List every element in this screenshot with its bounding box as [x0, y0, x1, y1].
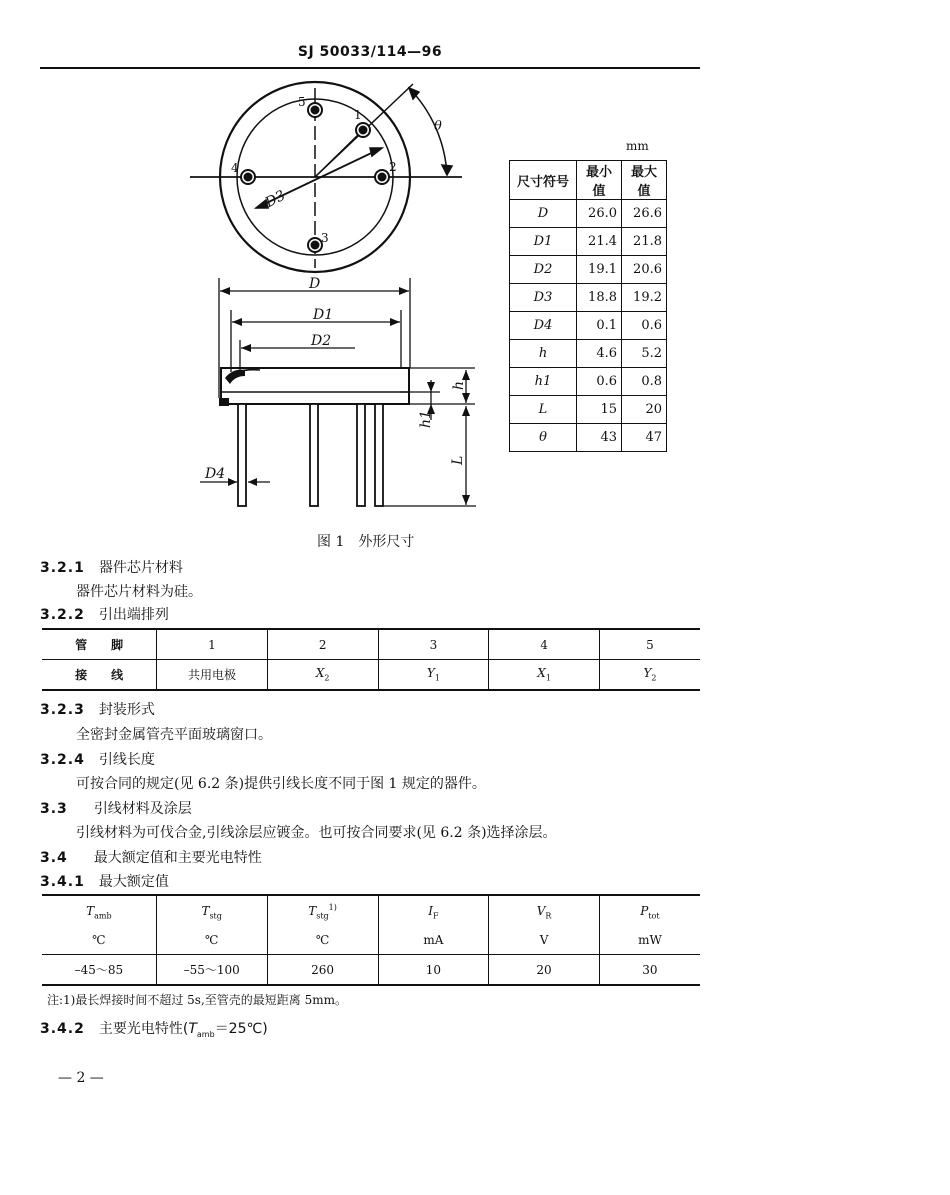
table-row: $T_{amb}$ $T_{stg}$ $T_{stg}^{1)}$ $I_F$ $V_R$ $P_{tot}$	[42, 895, 700, 926]
section-3-4-heading: 3.4 最大额定值和主要光电特性	[40, 850, 262, 866]
section-3-3-body: 引线材料为可伐合金,引线涂层应镀金。也可按合同要求(见 6.2 条)选择涂层。	[76, 825, 557, 841]
table-row: D2 19.1 20.6	[510, 256, 667, 284]
dim-label-h: h	[451, 380, 467, 390]
section-3-2-3-body: 全密封金属管壳平面玻璃窗口。	[76, 727, 272, 743]
pin-assignment-table	[42, 628, 700, 691]
pin-label-3: 3	[321, 231, 329, 245]
dim-header-min: 最小值	[577, 161, 622, 200]
dim-label-D4: D4	[205, 466, 226, 482]
dim-header-symbol: 尺寸符号	[510, 161, 577, 200]
dim-header-row	[510, 161, 667, 200]
table-row: h 4.6 5.2	[510, 340, 667, 368]
section-3-2-1-heading: 3.2.1 器件芯片材料	[40, 560, 183, 576]
section-3-2-4-body: 可按合同的规定(见 6.2 条)提供引线长度不同于图 1 规定的器件。	[76, 776, 486, 792]
pin-label-4: 4	[231, 161, 239, 175]
pin-4-hole	[241, 170, 255, 184]
dim-label-h1: h1	[418, 410, 434, 428]
lead-3	[357, 404, 365, 506]
header-rule	[40, 67, 700, 69]
table-row: L 15 20	[510, 396, 667, 424]
pin-label-1: 1	[354, 108, 362, 122]
dim-label-D: D	[309, 276, 321, 292]
d3-label: D3	[262, 187, 289, 212]
lead-1	[238, 404, 246, 506]
connection-row-label: 接 线	[42, 660, 157, 691]
table-row: D1 21.4 21.8	[510, 228, 667, 256]
table-row: D4 0.1 0.6	[510, 312, 667, 340]
section-3-2-4-heading: 3.2.4 引线长度	[40, 752, 155, 768]
dim-label-L: L	[450, 455, 466, 465]
table-row: D3 18.8 19.2	[510, 284, 667, 312]
lead-2	[310, 404, 318, 506]
section-3-4-1-heading: 3.4.1 最大额定值	[40, 874, 169, 890]
table-note: 注:1)最长焊接时间不超过 5s,至管壳的最短距离 5mm。	[47, 993, 347, 1007]
dimension-unit: mm	[626, 139, 649, 153]
table-row: h1 0.6 0.8	[510, 368, 667, 396]
page-number: — 2 —	[58, 1070, 104, 1086]
dim-label-D1: D1	[313, 307, 334, 323]
standard-code: SJ 50033/114—96	[297, 44, 443, 60]
max-ratings-table	[42, 894, 700, 986]
pin-5-hole	[308, 103, 322, 117]
lead-4	[375, 404, 383, 506]
pin-3-hole	[308, 238, 322, 252]
dim-header-max: 最大值	[622, 161, 667, 200]
dimension-table	[509, 160, 667, 452]
pin-label-2: 2	[389, 160, 397, 174]
table-row: 接 线 共用电极 $X_2$ $Y_1$ $X_1$ $Y_2$	[42, 660, 700, 691]
pin-2-hole	[375, 170, 389, 184]
figure-caption: 图 1 外形尺寸	[317, 534, 415, 550]
theta-label: θ	[434, 119, 442, 134]
section-3-3-heading: 3.3 引线材料及涂层	[40, 801, 192, 817]
table-row: –45～85 –55～100 260 10 20 30	[42, 955, 700, 986]
pin1-line	[315, 130, 363, 177]
table-row: ℃ ℃ ℃ mA V mW	[42, 926, 700, 955]
pin-row-label: 管 脚	[42, 629, 157, 660]
section-3-2-3-heading: 3.2.3 封装形式	[40, 702, 155, 718]
pin-label-5: 5	[298, 95, 306, 109]
outline-drawing	[180, 70, 510, 530]
pin-1-hole	[356, 123, 370, 137]
table-row: θ 43 47	[510, 424, 667, 452]
section-3-4-2-heading: 3.4.2 主要光电特性$(T_{amb}=25℃)$	[40, 1021, 268, 1039]
table-row: 管 脚 1 2 3 4 5	[42, 629, 700, 660]
dim-label-D2: D2	[311, 333, 332, 349]
section-3-2-2-heading: 3.2.2 引出端排列	[40, 607, 169, 623]
table-row: D 26.0 26.6	[510, 200, 667, 228]
section-3-2-1-body: 器件芯片材料为硅。	[76, 584, 202, 600]
